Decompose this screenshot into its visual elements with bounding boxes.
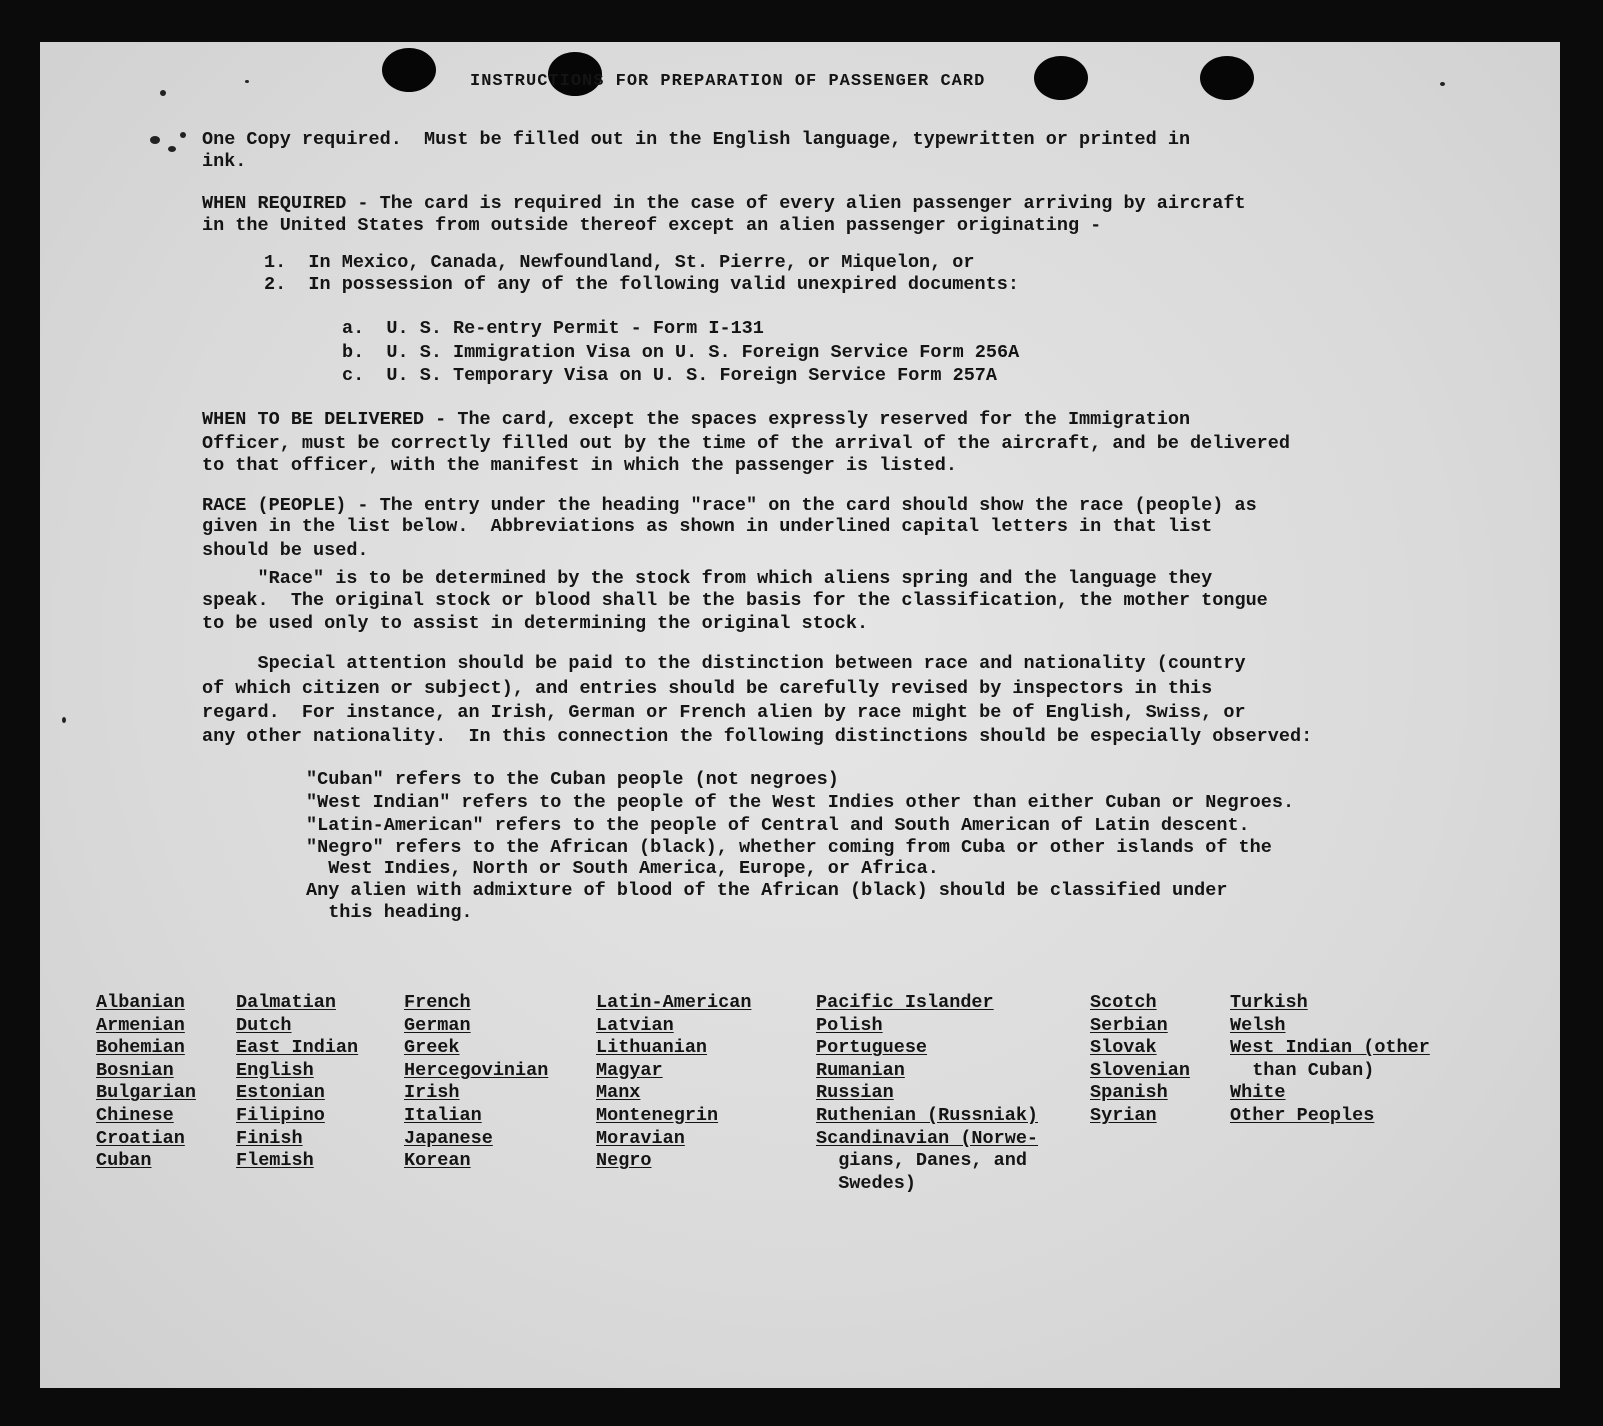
people-name: Lithuanian: [596, 1037, 708, 1059]
punch-hole: [1200, 56, 1254, 100]
people-name: Polish: [816, 1014, 883, 1036]
people-name: Hercegovinian: [404, 1059, 549, 1081]
ink-speck: [160, 90, 166, 96]
delivery-line: WHEN TO BE DELIVERED - The card, except the spaces expressly reserved for the Immigration: [202, 409, 1191, 430]
people-name: Scandinavian (Norwe-: [816, 1127, 1039, 1149]
people-name: Bosnian: [96, 1059, 174, 1081]
ink-speck: [1440, 82, 1445, 86]
distinction-line: Any alien with admixture of blood of the African (black) should be classified under: [306, 880, 1228, 901]
distinction-line: "Cuban" refers to the Cuban people (not negroes): [306, 769, 839, 790]
people-name: Negro: [596, 1150, 652, 1172]
people-name: Bohemian: [96, 1037, 185, 1059]
intro-line: ink.: [202, 151, 247, 172]
people-name: Bulgarian: [96, 1082, 196, 1104]
people-name: English: [236, 1059, 314, 1081]
peoples-column: [596, 992, 751, 1173]
race-definition-line: "Race" is to be determined by the stock from which aliens spring and the language they: [202, 568, 1213, 589]
list-item: 2. In possession of any of the following valid unexpired documents:: [264, 274, 1019, 295]
document-page: [40, 42, 1560, 1388]
ink-speck: [245, 80, 249, 83]
peoples-column: [816, 992, 1038, 1195]
people-name: Italian: [404, 1104, 482, 1126]
people-name: Rumanian: [816, 1059, 905, 1081]
race-line: should be used.: [202, 540, 369, 561]
distinction-line: "Negro" refers to the African (black), whether coming from Cuba or other islands of the: [306, 837, 1272, 858]
people-name: Ruthenian (Russniak): [816, 1104, 1039, 1126]
people-name: Slovenian: [1090, 1059, 1190, 1081]
people-name: Serbian: [1090, 1014, 1168, 1036]
people-name: Welsh: [1230, 1014, 1286, 1036]
delivery-line: Officer, must be correctly filled out by the time of the arrival of the aircraft, and be delivered: [202, 433, 1290, 454]
people-name: Other Peoples: [1230, 1104, 1375, 1126]
people-name: Magyar: [596, 1059, 663, 1081]
delivery-line: to that officer, with the manifest in which the passenger is listed.: [202, 455, 957, 476]
document-item: a. U. S. Re-entry Permit - Form I-131: [342, 318, 764, 339]
people-name: Russian: [816, 1082, 894, 1104]
people-name: Swedes): [816, 1172, 916, 1194]
race-definition-line: to be used only to assist in determining the original stock.: [202, 613, 869, 634]
peoples-column: [96, 992, 196, 1173]
punch-hole: [1034, 56, 1088, 100]
race-definition-line: speak. The original stock or blood shall be the basis for the classification, the mother tongue: [202, 590, 1268, 611]
punch-hole: [382, 48, 436, 92]
distinction-line: "Latin-American" refers to the people of Central and South American of Latin descent.: [306, 815, 1250, 836]
page-title: INSTRUCTIONS FOR PREPARATION OF PASSENGER CARD: [470, 72, 986, 91]
people-name: Cuban: [96, 1150, 152, 1172]
people-name: Estonian: [236, 1082, 325, 1104]
people-name: Syrian: [1090, 1104, 1157, 1126]
people-name: Chinese: [96, 1104, 174, 1126]
people-name: White: [1230, 1082, 1286, 1104]
people-name: Korean: [404, 1150, 471, 1172]
people-name: Montenegrin: [596, 1104, 719, 1126]
people-name: Finish: [236, 1127, 303, 1149]
peoples-column: [404, 992, 548, 1173]
people-name: Irish: [404, 1082, 460, 1104]
people-name: Latvian: [596, 1014, 674, 1036]
race-line: given in the list below. Abbreviations as shown in underlined capital letters in that list: [202, 516, 1213, 537]
people-name: French: [404, 992, 471, 1013]
special-attention-line: regard. For instance, an Irish, German or French alien by race might be of English, Swiss, or: [202, 702, 1246, 723]
ink-speck: [62, 717, 66, 723]
people-name: Croatian: [96, 1127, 185, 1149]
people-name: West Indian (other: [1230, 1037, 1430, 1059]
special-attention-line: any other nationality. In this connection the following distinctions should be especially observed:: [202, 726, 1313, 747]
distinction-line: this heading.: [306, 902, 473, 923]
special-attention-line: Special attention should be paid to the distinction between race and nationality (country: [202, 653, 1246, 674]
people-name: Slovak: [1090, 1037, 1157, 1059]
when-required-line: WHEN REQUIRED - The card is required in the case of every alien passenger arriving by aircraft: [202, 193, 1246, 214]
people-name: Dutch: [236, 1014, 292, 1036]
people-name: East Indian: [236, 1037, 359, 1059]
peoples-column: [1090, 992, 1190, 1128]
people-name: Armenian: [96, 1014, 185, 1036]
people-name: Dalmatian: [236, 992, 336, 1013]
document-item: b. U. S. Immigration Visa on U. S. Foreign Service Form 256A: [342, 342, 1020, 363]
race-line: RACE (PEOPLE) - The entry under the heading "race" on the card should show the race (people) as: [202, 495, 1257, 516]
intro-line: One Copy required. Must be filled out in the English language, typewritten or printed in: [202, 129, 1191, 150]
when-required-line: in the United States from outside thereof except an alien passenger originating -: [202, 215, 1102, 236]
people-name: than Cuban): [1230, 1059, 1375, 1081]
people-name: Scotch: [1090, 992, 1157, 1013]
people-name: Flemish: [236, 1150, 314, 1172]
document-item: c. U. S. Temporary Visa on U. S. Foreign Service Form 257A: [342, 365, 998, 386]
people-name: Portuguese: [816, 1037, 928, 1059]
peoples-column: [236, 992, 358, 1173]
peoples-column: [1230, 992, 1430, 1128]
ink-speck: [180, 132, 186, 138]
people-name: Turkish: [1230, 992, 1308, 1013]
people-name: Filipino: [236, 1104, 325, 1126]
list-item: 1. In Mexico, Canada, Newfoundland, St. Pierre, or Miquelon, or: [264, 252, 975, 273]
people-name: Greek: [404, 1037, 460, 1059]
people-name: Japanese: [404, 1127, 493, 1149]
distinction-line: West Indies, North or South America, Europe, or Africa.: [306, 858, 939, 879]
people-name: gians, Danes, and: [816, 1150, 1027, 1172]
special-attention-line: of which citizen or subject), and entries should be carefully revised by inspectors in this: [202, 678, 1213, 699]
ink-speck: [168, 146, 176, 152]
people-name: Pacific Islander: [816, 992, 994, 1013]
people-name: Latin-American: [596, 992, 752, 1013]
people-name: Spanish: [1090, 1082, 1168, 1104]
people-name: German: [404, 1014, 471, 1036]
distinction-line: "West Indian" refers to the people of the West Indies other than either Cuban or Negroes.: [306, 792, 1295, 813]
people-name: Manx: [596, 1082, 641, 1104]
people-name: Moravian: [596, 1127, 685, 1149]
people-name: Albanian: [96, 992, 185, 1013]
ink-speck: [150, 136, 160, 144]
